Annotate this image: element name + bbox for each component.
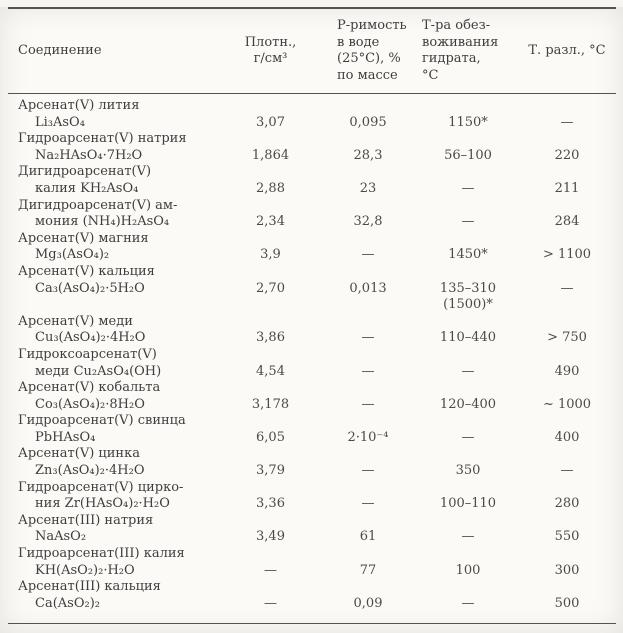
solubility-cell: [318, 131, 418, 164]
scanned-book-page: [0, 7, 623, 633]
decomposition-cell: [518, 579, 616, 624]
table-row: [8, 198, 616, 231]
text-line: 3,178: [251, 396, 290, 412]
text-line: 2,88: [256, 180, 285, 196]
text-line: Mg₃(AsO₄)₂: [35, 247, 110, 263]
text-line: 0,095: [349, 114, 387, 130]
density-cell: [223, 380, 318, 413]
text-line: 211: [554, 180, 580, 196]
solubility-cell: [318, 380, 418, 413]
text-line: [18, 297, 223, 314]
compound-cell: [8, 231, 223, 264]
density-cell: [223, 164, 318, 197]
text-line: —: [461, 363, 475, 379]
decomposition-cell: [518, 546, 616, 579]
dehydration-cell: [418, 231, 518, 264]
text-line: 284: [554, 214, 580, 230]
density-cell: [223, 413, 318, 446]
table-row: [8, 513, 616, 546]
text-line: —: [361, 247, 375, 263]
decomposition-cell: [518, 231, 616, 264]
text-line: KH(AsO₂)₂·H₂O: [35, 562, 135, 578]
compound-cell: [8, 579, 223, 624]
text-line: —: [461, 214, 475, 230]
text-line: в воде: [337, 34, 380, 50]
table-row: [8, 446, 616, 479]
text-line: 135–310: [439, 280, 497, 296]
text-line: г/см³: [253, 51, 288, 66]
text-line: 3,49: [256, 529, 285, 545]
text-line: Т-ра обез-: [422, 18, 491, 33]
text-line: 280: [554, 496, 580, 512]
table-row: [8, 231, 616, 264]
text-line: [518, 297, 616, 314]
text-line: Арсенат(V) лития: [18, 98, 140, 113]
density-cell: [223, 131, 318, 164]
dehydration-cell: [418, 347, 518, 380]
compound-cell: [8, 380, 223, 413]
text-line: меди Cu₂AsO₄(OH): [35, 363, 162, 379]
text-line: 32,8: [353, 214, 383, 230]
table-row: [8, 314, 616, 347]
text-line: 2,70: [256, 280, 285, 296]
dehydration-cell: [418, 380, 518, 413]
text-line: Co₃(AsO₄)₂·8H₂O: [35, 396, 145, 412]
dehydration-cell: [418, 546, 518, 579]
density-cell: [223, 314, 318, 347]
text-line: 3,86: [256, 330, 285, 346]
text-line: Соединение: [18, 42, 102, 58]
density-cell: [223, 347, 318, 380]
density-cell: [223, 513, 318, 546]
compound-cell: [8, 480, 223, 513]
solubility-cell: [318, 198, 418, 231]
solubility-cell: [318, 94, 418, 132]
text-line: 3,9: [260, 247, 281, 263]
dehydration-cell: [418, 198, 518, 231]
solubility-cell: [318, 231, 418, 264]
table-row: [8, 546, 616, 579]
text-line: Арсенат(III) кальция: [18, 579, 161, 595]
text-line: 2·10⁻⁴: [347, 429, 389, 445]
compound-cell: [8, 264, 223, 314]
text-line: 4,54: [256, 363, 285, 379]
dehydration-cell: [418, 513, 518, 546]
text-line: —: [361, 363, 375, 379]
dehydration-cell: [418, 94, 518, 132]
compound-cell: [8, 413, 223, 446]
solubility-cell: [318, 446, 418, 479]
table-row: [8, 413, 616, 446]
text-line: Li₃AsO₄: [35, 114, 85, 130]
solubility-cell: [318, 413, 418, 446]
text-line: Zn₃(AsO₄)₂·4H₂O: [35, 463, 145, 479]
text-line: Ca(AsO₂)₂: [35, 595, 100, 611]
density-cell: [223, 94, 318, 132]
text-line: Арсенат(V) кобальта: [18, 380, 161, 396]
text-line: 1,864: [251, 147, 290, 163]
solubility-cell: [318, 513, 418, 546]
text-line: —: [361, 396, 375, 412]
table-row: [8, 579, 616, 624]
text-line: 350: [455, 463, 481, 479]
text-line: 500: [554, 595, 580, 611]
table-body: [8, 94, 616, 624]
text-line: °С: [422, 67, 439, 83]
table-row: [8, 380, 616, 413]
text-line: Т. разл., °С: [528, 42, 606, 58]
compound-cell: [8, 314, 223, 347]
text-line: гидрата,: [422, 51, 481, 66]
density-cell: [223, 446, 318, 479]
col-header-decomposition: [518, 8, 616, 94]
text-line: 77: [359, 562, 377, 578]
text-line: воживания: [422, 34, 499, 50]
compound-cell: [8, 94, 223, 132]
text-line: Гидроксоарсенат(V): [18, 346, 157, 362]
table-row: [8, 164, 616, 197]
text-line: —: [361, 330, 375, 346]
density-cell: [223, 198, 318, 231]
text-line: 1450*: [448, 247, 488, 263]
density-cell: [223, 579, 318, 624]
text-line: 300: [554, 562, 580, 578]
solubility-cell: [318, 314, 418, 347]
text-line: Cu₃(AsO₄)₂·4H₂O: [35, 330, 146, 346]
decomposition-cell: [518, 198, 616, 231]
compound-cell: [8, 164, 223, 197]
dehydration-cell: [418, 480, 518, 513]
table-row: [8, 131, 616, 164]
text-line: —: [461, 529, 475, 545]
dehydration-cell: [418, 413, 518, 446]
compounds-table: [8, 7, 616, 624]
text-line: Арсенат(V) цинка: [18, 446, 140, 462]
text-line: —: [560, 280, 574, 296]
text-line: калия KH₂AsO₄: [35, 180, 139, 196]
text-line: Арсенат(V) магния: [18, 230, 149, 246]
text-line: —: [361, 496, 375, 512]
density-cell: [223, 480, 318, 513]
decomposition-cell: [518, 513, 616, 546]
text-line: 100–110: [439, 496, 497, 512]
density-cell: [223, 264, 318, 314]
text-line: 61: [359, 529, 377, 545]
text-line: (25°С), %: [337, 51, 401, 66]
text-line: 6,05: [256, 429, 285, 445]
text-line: > 750: [547, 330, 587, 346]
dehydration-cell: [418, 164, 518, 197]
decomposition-cell: [518, 264, 616, 314]
col-header-compound: [8, 8, 223, 94]
text-line: 0,013: [349, 280, 387, 296]
text-line: 120–400: [439, 396, 497, 412]
text-line: ния Zr(HAsO₄)₂·H₂O: [35, 496, 170, 512]
compound-cell: [8, 513, 223, 546]
text-line: 0,09: [353, 595, 383, 611]
density-cell: [223, 231, 318, 264]
text-line: Дигидроарсенат(V) ам-: [18, 197, 178, 213]
text-line: Гидроарсенат(V) натрия: [18, 131, 187, 147]
text-line: —: [560, 463, 574, 479]
text-line: —: [461, 180, 475, 196]
text-line: 550: [554, 529, 580, 545]
text-line: —: [560, 114, 574, 130]
text-line: 56–100: [444, 147, 492, 163]
text-line: —: [461, 595, 475, 611]
text-line: 3,79: [256, 463, 285, 479]
text-line: 3,36: [256, 496, 285, 512]
text-line: PbHAsO₄: [35, 429, 96, 445]
text-line: 2,34: [256, 214, 285, 230]
density-cell: [223, 546, 318, 579]
decomposition-cell: [518, 347, 616, 380]
decomposition-cell: [518, 164, 616, 197]
table-row: [8, 264, 616, 314]
table-row: [8, 94, 616, 132]
text-line: мония (NH₄)H₂AsO₄: [35, 214, 170, 230]
solubility-cell: [318, 347, 418, 380]
text-line: Арсенат(V) кальция: [18, 263, 155, 279]
table-row: [8, 480, 616, 513]
text-line: 1150*: [448, 114, 488, 130]
header-row: [8, 8, 616, 94]
text-line: 3,07: [256, 114, 285, 130]
text-line: > 1100: [542, 247, 592, 263]
dehydration-cell: [418, 264, 518, 314]
text-line: Ca₃(AsO₄)₂·5H₂O: [35, 280, 145, 296]
dehydration-cell: [418, 131, 518, 164]
decomposition-cell: [518, 131, 616, 164]
solubility-cell: [318, 264, 418, 314]
text-line: Гидроарсенат(V) цирко-: [18, 479, 184, 495]
table-header: [8, 8, 616, 94]
text-line: 28,3: [353, 147, 383, 163]
text-line: Гидроарсенат(V) свинца: [18, 413, 186, 429]
text-line: Гидроарсенат(III) калия: [18, 546, 185, 562]
text-line: 490: [554, 363, 580, 379]
text-line: Арсенат(V) меди: [18, 313, 133, 329]
dehydration-cell: [418, 579, 518, 624]
text-line: [223, 297, 318, 314]
col-header-dehydration: [418, 8, 518, 94]
text-line: Дигидроарсенат(V): [18, 164, 152, 180]
compound-cell: [8, 198, 223, 231]
table-row: [8, 347, 616, 380]
col-header-density: [223, 8, 318, 94]
text-line: 110–440: [439, 330, 497, 346]
decomposition-cell: [518, 314, 616, 347]
text-line: 100: [455, 562, 481, 578]
compound-cell: [8, 131, 223, 164]
text-line: ~ 1000: [542, 396, 592, 412]
col-header-solubility: [318, 8, 418, 94]
decomposition-cell: [518, 413, 616, 446]
compound-cell: [8, 446, 223, 479]
text-line: —: [361, 463, 375, 479]
text-line: 400: [554, 429, 580, 445]
dehydration-cell: [418, 446, 518, 479]
dehydration-cell: [418, 314, 518, 347]
text-line: Na₂HAsO₄·7H₂O: [35, 147, 143, 163]
text-line: (1500)*: [443, 297, 493, 313]
solubility-cell: [318, 480, 418, 513]
decomposition-cell: [518, 480, 616, 513]
solubility-cell: [318, 579, 418, 624]
text-line: 23: [359, 180, 377, 196]
text-line: по массе: [337, 67, 398, 83]
text-line: —: [264, 562, 277, 578]
text-line: —: [461, 429, 475, 445]
solubility-cell: [318, 546, 418, 579]
decomposition-cell: [518, 380, 616, 413]
text-line: —: [264, 595, 277, 611]
text-line: [318, 297, 418, 314]
compound-cell: [8, 347, 223, 380]
text-line: Арсенат(III) натрия: [18, 512, 154, 528]
text-line: Р-римость: [337, 18, 407, 33]
text-line: 220: [554, 147, 580, 163]
decomposition-cell: [518, 446, 616, 479]
solubility-cell: [318, 164, 418, 197]
decomposition-cell: [518, 94, 616, 132]
compound-cell: [8, 546, 223, 579]
text-line: Плотн.,: [244, 34, 297, 50]
text-line: NaAsO₂: [35, 529, 87, 545]
